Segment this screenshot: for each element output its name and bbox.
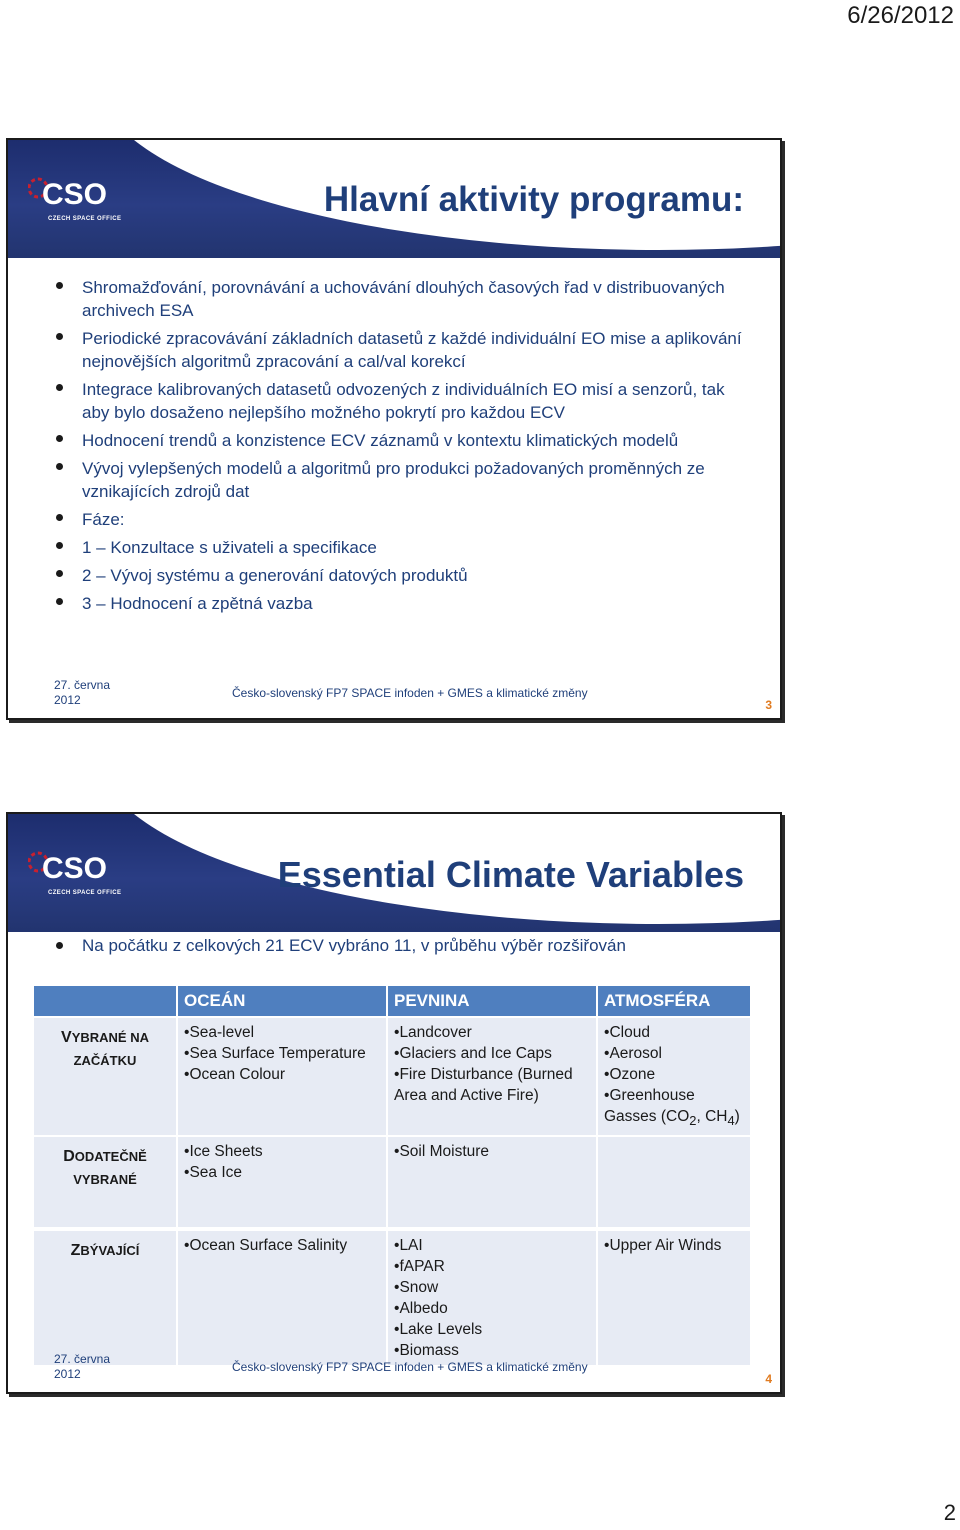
slide-4: [6, 812, 782, 1394]
cell-land: [388, 1137, 596, 1227]
footer-date-line2: 2012: [54, 693, 81, 707]
column-header-atmosphere: ATMOSFÉRA: [598, 986, 750, 1016]
logo-subtext: CZECH SPACE OFFICE: [48, 216, 122, 222]
list-item: • Upper Air Winds: [604, 1235, 744, 1256]
list-item: • Sea Surface Temperature: [184, 1043, 380, 1064]
list-item: • Fire Disturbance (Burned Area and Active Fire): [394, 1064, 590, 1106]
svg-text:CSO: CSO: [42, 852, 108, 885]
cso-logo: [28, 844, 138, 890]
column-header-land: PEVNINA: [388, 986, 596, 1016]
subscript-2: 2: [689, 1113, 697, 1129]
bullet-item: 3 – Hodnocení a zpětná vazba: [54, 592, 754, 615]
list-item: • Aerosol: [604, 1043, 744, 1064]
intro-bullet: Na počátku z celkových 21 ECV vybráno 11, v průběhu výběr rozšiřován: [54, 936, 626, 956]
bullet-item: Shromažďování, porovnávání a uchovávání dlouhých časových řad v distribuovaných archivech ESA: [54, 276, 754, 322]
list-item: • fAPAR: [394, 1256, 590, 1277]
slide-number: 4: [765, 1372, 772, 1386]
list-item: • Soil Moisture: [394, 1141, 590, 1162]
list-item: • Sea Ice: [184, 1162, 380, 1183]
footer-text: Česko-slovenský FP7 SPACE infoden + GMES a klimatické změny: [232, 686, 588, 700]
list-item: • Biomass: [394, 1340, 590, 1361]
cell-list: [394, 1022, 590, 1106]
list-item: • Ice Sheets: [184, 1141, 380, 1162]
logo-subtext: CZECH SPACE OFFICE: [48, 890, 122, 896]
cell-atmosphere: [598, 1231, 750, 1365]
bullet-item: Periodické zpracovávání základních datasetů z každé individuální EO mise a aplikování nejnovějších algoritmů zpracování a cal/val korekcí: [54, 327, 754, 373]
cell-atmosphere: [598, 1137, 750, 1227]
table-corner: [34, 986, 176, 1016]
list-item: • LAI: [394, 1235, 590, 1256]
cell-ocean: [178, 1018, 386, 1135]
ecv-table: [32, 984, 752, 1367]
footer-date-line2: 2012: [54, 1367, 81, 1381]
bullet-list: [54, 276, 754, 620]
row-header: [34, 1231, 176, 1365]
header-dot: [240, 822, 250, 832]
footer-date: [54, 678, 110, 708]
cell-land: [388, 1018, 596, 1135]
footer-date-line1: 27. června: [54, 678, 111, 692]
list-item: • Ozone: [604, 1064, 744, 1085]
list-item: • Landcover: [394, 1022, 590, 1043]
list-item: • Albedo: [394, 1298, 590, 1319]
cell-land: [388, 1231, 596, 1365]
cell-list: [604, 1022, 744, 1131]
footer-date: [54, 1352, 110, 1382]
row-header-line2: ZAČÁTKU: [73, 1053, 137, 1068]
cell-atmosphere: [598, 1018, 750, 1135]
subscript-4: 4: [727, 1113, 735, 1129]
slide-3: [6, 138, 782, 720]
list-item-greenhouse: [604, 1085, 744, 1131]
row-header-initial: Z: [70, 1242, 81, 1260]
cell-list: [394, 1235, 590, 1361]
footer-date-line1: 27. června: [54, 1352, 111, 1366]
table-row: [34, 1231, 750, 1365]
page-number: 2: [943, 1500, 956, 1525]
cell-list: [184, 1141, 380, 1183]
list-item: • Glaciers and Ice Caps: [394, 1043, 590, 1064]
column-header-ocean: OCEÁN: [178, 986, 386, 1016]
cell-list: [394, 1141, 590, 1162]
list-item: • Snow: [394, 1277, 590, 1298]
table-header-row: [34, 986, 750, 1016]
bullet-item: Integrace kalibrovaných datasetů odvozených z individuálních EO misí a senzorů, tak aby bylo dosaženo nejlepšího možného pokrytí pro každou ECV: [54, 378, 754, 424]
table-row: [34, 1018, 750, 1135]
table-row: [34, 1137, 750, 1227]
page-date: 6/26/2012: [847, 2, 954, 29]
slide-number: 3: [765, 698, 772, 712]
bullet-item: Vývoj vylepšených modelů a algoritmů pro produkci požadovaných proměnných ze vznikajících zdrojů dat: [54, 457, 754, 503]
bullet-item: Fáze:: [54, 508, 754, 531]
header-dot: [240, 148, 250, 158]
list-item: • Cloud: [604, 1022, 744, 1043]
svg-text:CSO: CSO: [42, 178, 108, 211]
cell-ocean: [178, 1137, 386, 1227]
row-header-rest: YBRANÉ NA: [71, 1030, 149, 1045]
bullet-item: 1 – Konzultace s uživateli a specifikace: [54, 536, 754, 559]
row-header: [34, 1018, 176, 1135]
cso-logo: [28, 170, 138, 216]
greenhouse-text: Greenhouse Gasses (CO: [604, 1087, 695, 1125]
row-header-initial: V: [61, 1029, 72, 1046]
bullet-item: Hodnocení trendů a konzistence ECV záznamů v kontextu klimatických modelů: [54, 429, 754, 452]
greenhouse-text-2: , CH: [696, 1108, 728, 1125]
list-item: • Lake Levels: [394, 1319, 590, 1340]
footer-text: Česko-slovenský FP7 SPACE infoden + GMES a klimatické změny: [232, 1360, 588, 1374]
cell-list: [184, 1022, 380, 1085]
row-header-rest: ODATEČNĚ: [74, 1149, 147, 1165]
list-item: • Sea-level: [184, 1022, 380, 1043]
slide-title: Essential Climate Variables: [277, 854, 744, 895]
row-header-line2: VYBRANÉ: [73, 1172, 137, 1188]
list-item: • Ocean Colour: [184, 1064, 380, 1085]
cell-list: [184, 1235, 380, 1256]
cell-list: [604, 1235, 744, 1256]
row-header-initial: D: [63, 1148, 75, 1166]
greenhouse-text-3: ): [734, 1108, 740, 1125]
row-header-rest: BÝVAJÍCÍ: [80, 1243, 140, 1259]
list-item: • Ocean Surface Salinity: [184, 1235, 380, 1256]
slide-title: Hlavní aktivity programu:: [323, 180, 744, 219]
row-header: [34, 1137, 176, 1227]
bullet-item: 2 – Vývoj systému a generování datových produktů: [54, 564, 754, 587]
cell-ocean: [178, 1231, 386, 1365]
